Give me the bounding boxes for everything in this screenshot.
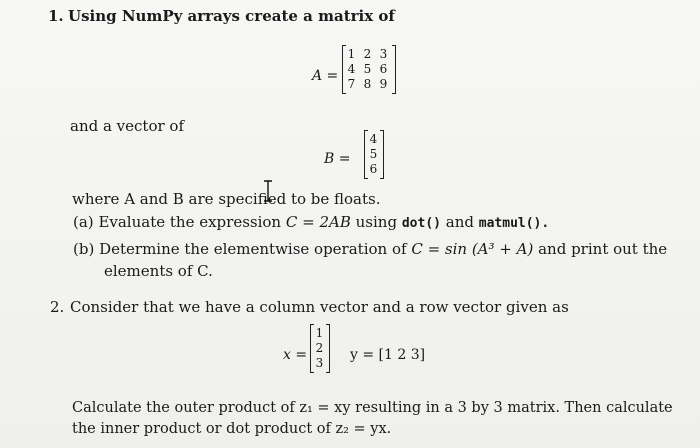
q1-number: 1. [48,7,64,25]
vector-x-label: x = [283,347,308,363]
matrix-a-cell: 1 [347,47,356,61]
part-a [73,213,549,233]
part-a-text: and [445,213,474,231]
matrix-a [342,46,396,93]
text-cursor-icon [262,180,274,202]
matrix-a-cell: 2 [363,47,372,61]
matrix-a-label: A = [312,68,339,84]
matrix-a-cell: 8 [363,77,372,91]
vector-x [310,325,330,372]
q1-intro: Using NumPy arrays create a matrix of [68,7,395,25]
vector-x-cell: 2 [315,341,324,355]
vector-b [364,131,384,178]
part-a-expression: C = 2AB [285,213,351,231]
q2-line-2: the inner product or dot product of z₂ = yx. [72,421,392,437]
vector-x-cell: 3 [315,356,324,370]
matrix-a-cell: 7 [347,77,356,91]
matrix-a-cell: 3 [379,47,388,61]
part-a-label: (a) [73,213,94,231]
q2-number: 2. [50,298,65,316]
matrix-a-cell: 4 [347,62,356,76]
part-b-continued: elements of C. [104,262,213,280]
vector-intro: and a vector of [70,117,185,135]
part-a-text: using [355,213,398,231]
part-b-text: and print out the [538,240,668,258]
q2-line-1: Calculate the outer product of z₁ = xy resulting in a 3 by 3 matrix. Then calculate [72,400,673,416]
vector-b-cell: 5 [369,147,378,161]
q2-intro: Consider that we have a column vector and a row vector given as [70,298,569,316]
vector-x-cell: 1 [315,326,324,340]
floats-line: where A and B are specified to be floats. [72,190,381,208]
vector-b-label: B = [324,151,351,167]
part-b-text: Determine the elementwise operation of [99,240,407,258]
matrix-a-cell: 9 [379,77,388,91]
part-b-label: (b) [73,240,95,258]
matrix-a-cell: 6 [379,62,388,76]
vector-b-cell: 4 [369,132,378,146]
part-b-expression: C = sin (A³ + A) [411,240,534,258]
code-dot: dot() [401,216,441,231]
part-a-text: Evaluate the expression [98,213,282,231]
matrix-a-cell: 5 [363,62,372,76]
part-b [73,240,667,259]
vector-b-cell: 6 [369,162,378,176]
vector-y-expression: y = [1 2 3] [350,347,426,363]
code-matmul: matmul(). [478,216,550,231]
